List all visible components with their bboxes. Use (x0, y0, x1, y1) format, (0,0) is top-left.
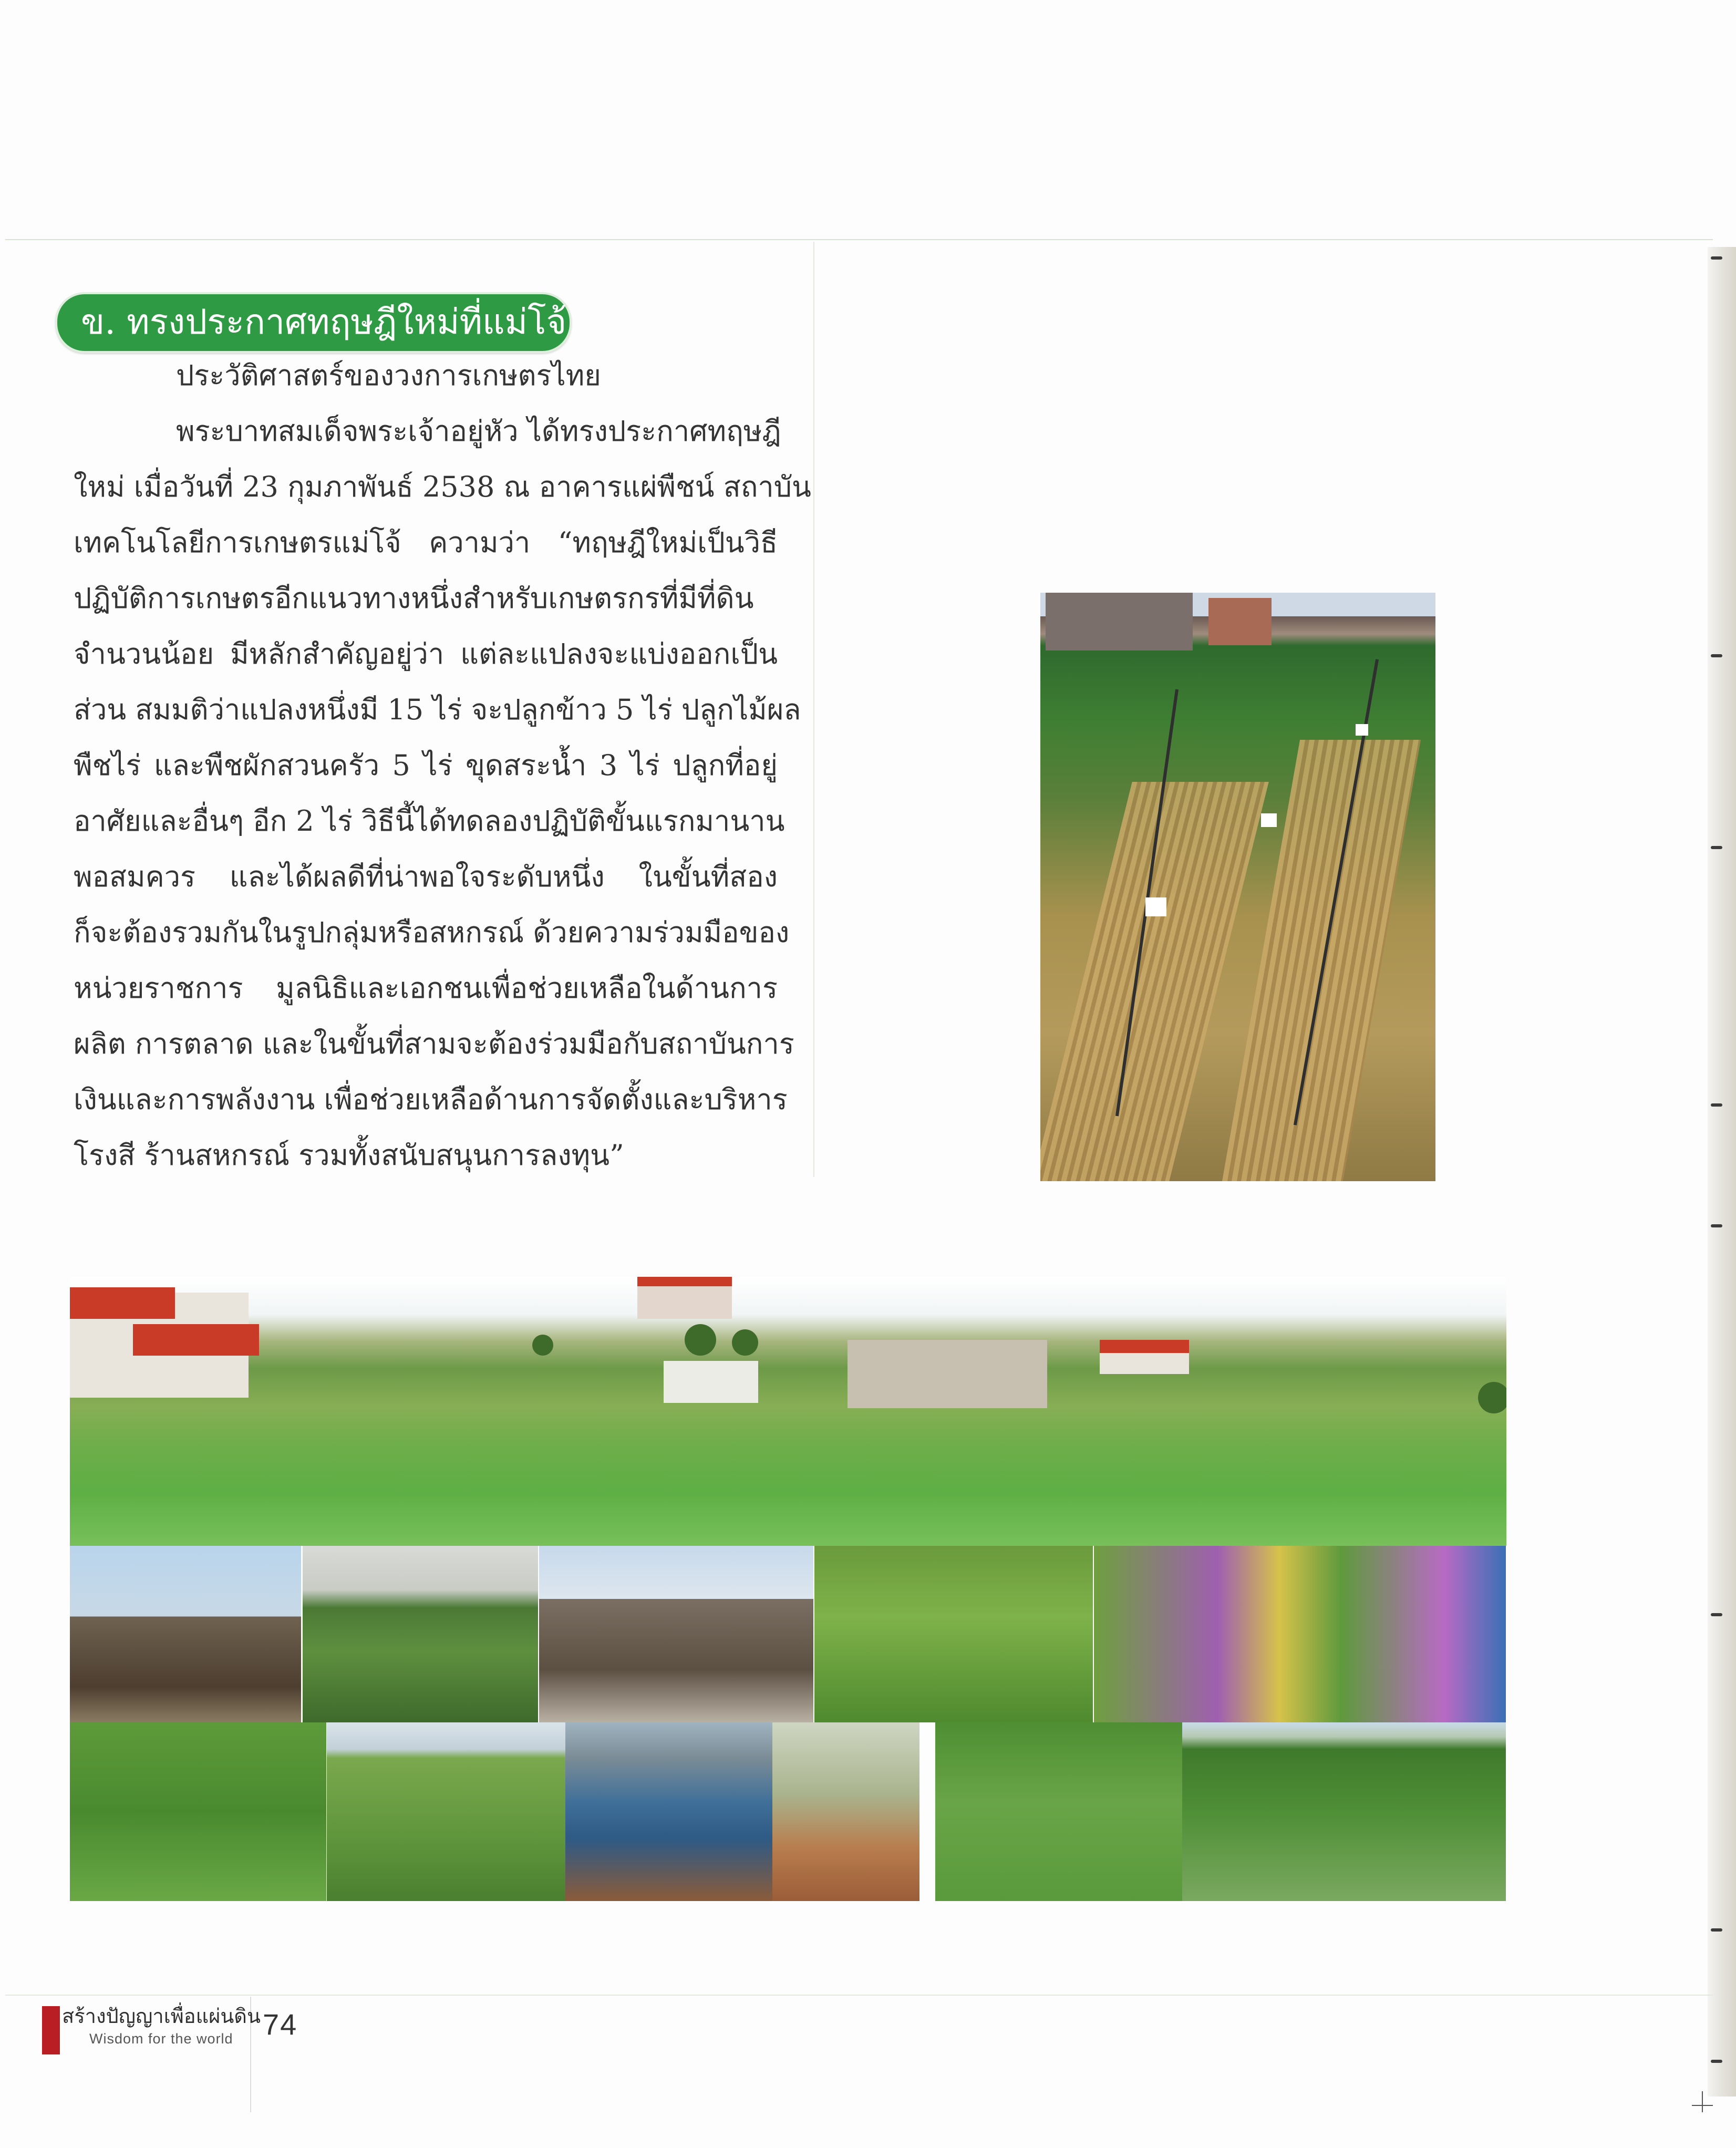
body-line: เทคโนโลยีการเกษตรแม่โจ้ ความว่า “ทฤษฎีใหม่เป็นวิธี (74, 526, 778, 559)
body-line: หน่วยราชการ มูลนิธิและเอกชนเพื่อช่วยเหลือในด้านการ (74, 972, 778, 1005)
header-rule (5, 239, 1713, 240)
body-line: ใหม่ เมื่อวันที่ 23 กุมภาพันธ์ 2538 ณ อาคารแผ่พืชน์ สถาบัน (74, 470, 811, 503)
body-line: ประวัติศาสตร์ของวงการเกษตรไทย (176, 359, 601, 392)
photo-mulched-crop-rows (1040, 593, 1435, 1181)
body-line: เงินและการพลังงาน เพื่อช่วยเหลือด้านการจัดตั้งและบริหาร (74, 1083, 788, 1116)
body-line: พืชไร่ และพืชผักสวนครัว 5 ไร่ ขุดสระน้ำ 3 ไร่ ปลูกที่อยู่ (74, 749, 778, 782)
photo-leafy-greens (1182, 1722, 1506, 1901)
photo-farm-buildings (539, 1546, 813, 1722)
footer-accent-bar (42, 2006, 60, 2054)
footer-title-english: Wisdom for the world (89, 2031, 233, 2047)
photo-flower-garden-workers (1094, 1546, 1506, 1722)
photo-fruit-trees (935, 1722, 1182, 1901)
photo-farm-panorama (70, 1277, 1506, 1546)
crop-mark-icon (1692, 2091, 1713, 2112)
photo-farmers-working (772, 1722, 919, 1901)
body-line: จำนวนน้อย มีหลักสำคัญอยู่ว่า แต่ละแปลงจะแบ่งออกเป็น (74, 637, 778, 670)
footer-title-thai: สร้างปัญญาเพื่อแผ่นดิน (62, 2005, 261, 2028)
photo-thatched-hut (70, 1546, 301, 1722)
section-heading: ข. ทรงประกาศทฤษฎีใหม่ที่แม่โจ้ (81, 302, 567, 342)
body-line: ผลิต การตลาด และในขั้นที่สามจะต้องร่วมมือกับสถาบันการ (74, 1027, 794, 1060)
column-divider (813, 242, 814, 1177)
photo-corn-field (814, 1546, 1093, 1722)
body-line: พระบาทสมเด็จพระเจ้าอยู่หัว ได้ทรงประกาศทฤษฎี (176, 415, 781, 448)
photo-net-house (327, 1722, 565, 1901)
body-line: โรงสี ร้านสหกรณ์ รวมทั้งสนับสนุนการลงทุน” (74, 1139, 624, 1172)
page-number: 74 (263, 2008, 298, 2041)
body-line: อาศัยและอื่นๆ อีก 2 ไร่ วิธีนี้ได้ทดลองปฏิบัติขั้นแรกมานาน (74, 804, 785, 838)
photo-greenhouse-vegetables (303, 1546, 538, 1722)
section-heading-badge (55, 292, 572, 353)
body-line: ก็จะต้องรวมกันในรูปกลุ่มหรือสหกรณ์ ด้วยความร่วมมือของ (74, 916, 790, 949)
page-edge-binding (1708, 247, 1736, 2097)
body-line: พอสมควร และได้ผลดีที่น่าพอใจระดับหนึ่ง ในขั้นที่สอง (74, 860, 778, 893)
footer-rule (5, 1995, 1713, 1996)
body-line: ส่วน สมมติว่าแปลงหนึ่งมี 15 ไร่ จะปลูกข้าว 5 ไร่ ปลูกไม้ผล (74, 693, 801, 726)
photo-vegetable-rows (70, 1722, 326, 1901)
body-line: ปฏิบัติการเกษตรอีกแนวทางหนึ่งสำหรับเกษตรกรที่มีที่ดิน (74, 582, 754, 615)
